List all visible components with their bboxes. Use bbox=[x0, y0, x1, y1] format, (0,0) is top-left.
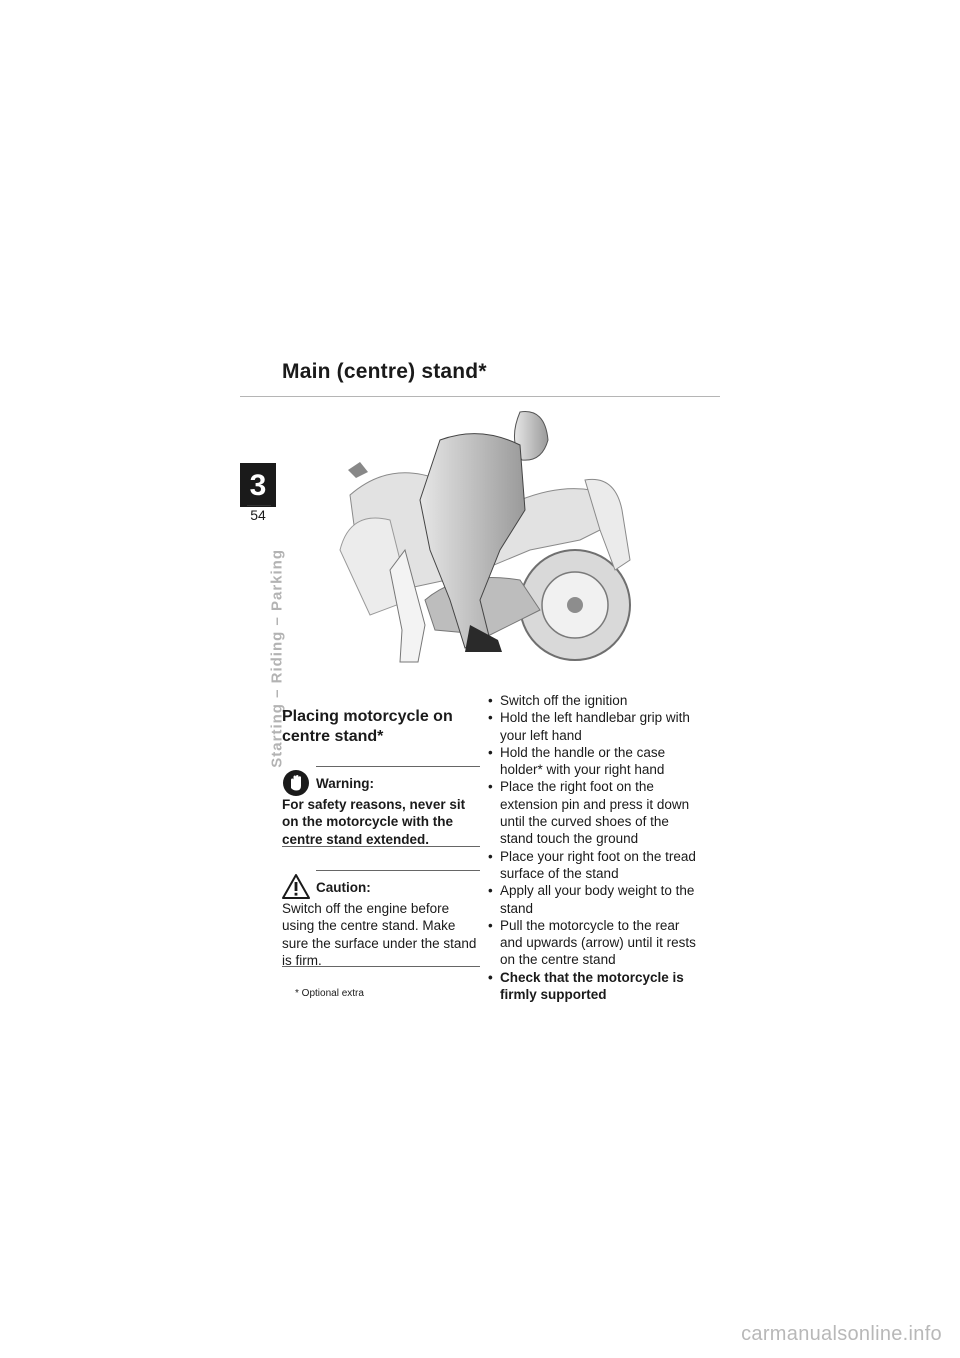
warning-label: Warning: bbox=[316, 776, 374, 791]
step-item: • Place the right foot on the extension pin and press it down until the curved shoes of the stand touch the ground bbox=[488, 778, 700, 847]
step-item: • Check that the motorcycle is firmly supported bbox=[488, 969, 700, 1004]
section-heading: Placing motorcycle on centre stand* bbox=[282, 708, 453, 745]
page-number: 54 bbox=[250, 507, 266, 523]
footnote: * Optional extra bbox=[295, 988, 364, 999]
hand-stop-icon bbox=[282, 769, 310, 797]
chapter-side-label: Starting – Riding – Parking bbox=[268, 549, 286, 768]
warning-notice bbox=[282, 766, 480, 846]
caution-top-rule bbox=[316, 870, 480, 871]
rider-placing-motorcycle-on-stand-illustration bbox=[330, 400, 640, 670]
step-item: • Switch off the ignition bbox=[488, 692, 700, 709]
warning-text: For safety reasons, never sit on the motorcycle with the centre stand extended. bbox=[282, 797, 466, 847]
caution-bottom-rule bbox=[282, 966, 480, 967]
exclamation-triangle-icon bbox=[282, 873, 310, 901]
warning-bottom-rule bbox=[282, 846, 480, 847]
step-item: • Place your right foot on the tread surface of the stand bbox=[488, 848, 700, 883]
procedure-steps-list bbox=[488, 692, 700, 1003]
step-item: • Hold the handle or the case holder* with your right hand bbox=[488, 744, 700, 779]
watermark: carmanualsonline.info bbox=[741, 1323, 942, 1345]
caution-label: Caution: bbox=[316, 880, 371, 895]
caution-text: Switch off the engine before using the centre stand. Make sure the surface under the stand is firm. bbox=[282, 901, 477, 969]
chapter-number: 3 bbox=[249, 469, 267, 502]
warning-top-rule bbox=[316, 766, 480, 767]
page-title: Main (centre) stand* bbox=[282, 360, 487, 383]
chapter-divider bbox=[247, 505, 271, 506]
title-divider bbox=[240, 396, 720, 397]
caution-notice bbox=[282, 870, 480, 969]
step-item: • Hold the left handlebar grip with your left hand bbox=[488, 709, 700, 744]
step-item: • Pull the motorcycle to the rear and upwards (arrow) until it rests on the centre stand bbox=[488, 917, 700, 969]
step-item: • Apply all your body weight to the stand bbox=[488, 882, 700, 917]
